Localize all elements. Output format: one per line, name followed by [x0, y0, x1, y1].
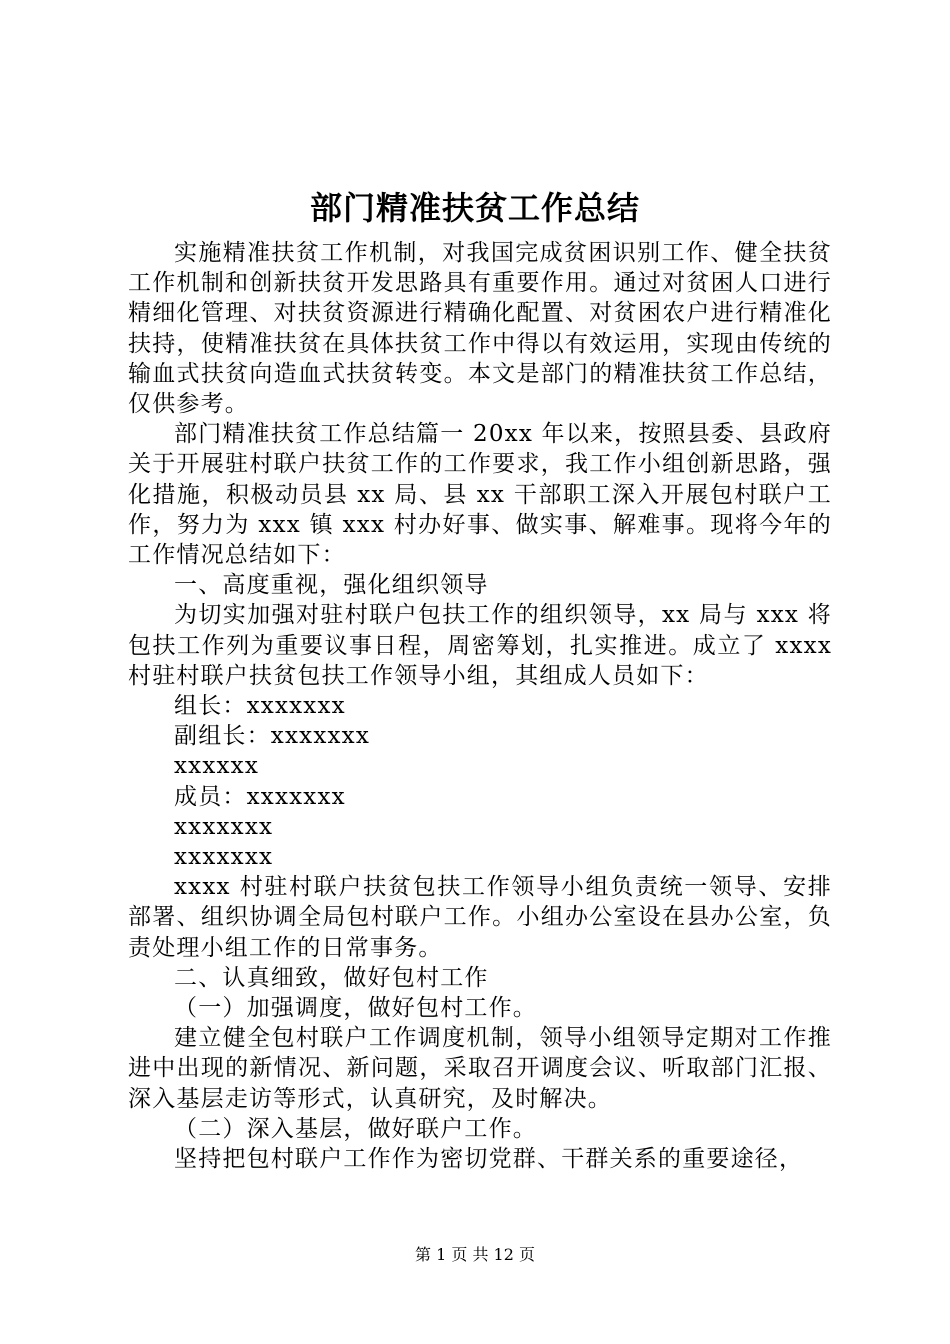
section-heading-one: 一、高度重视，强化组织领导 — [174, 572, 489, 599]
paragraph-leadership: 为切实加强对驻村联户包扶工作的组织领导，xx 局与 xxx 将包扶工作列为重要议事日程，周密筹划，扎实推进。成立了 xxxx 村驻村联户扶贫包扶工作领导小组，其组成人员如下： — [128, 602, 832, 689]
section-heading-two: 二、认真细致，做好包村工作 — [174, 964, 489, 991]
document-title: 部门精准扶贫工作总结 — [309, 189, 640, 227]
member-deputy-extra: xxxxxx — [174, 753, 260, 780]
subsection-heading-one: （一）加强调度，做好包村工作。 — [174, 995, 537, 1022]
paragraph-intro: 实施精准扶贫工作机制，对我国完成贫困识别工作、健全扶贫工作机制和创新扶贫开发思路具有重要作用。通过对贫困人口进行精细化管理、对扶贫资源进行精确化配置、对贫困农户进行精准化扶持，使精准扶贫在具体扶贫工作中得以有效运用，实现由传统的输血式扶贫向造血式扶贫转变。本文是部门的精准扶贫工作总结，仅供参考。 — [128, 240, 832, 418]
document-body — [128, 238, 832, 1174]
page-footer: 第 1 页 共 12 页 — [415, 1245, 535, 1264]
paragraph-group-duty: xxxx 村驻村联户扶贫包扶工作领导小组负责统一领导、安排部署、组织协调全局包村联户工作。小组办公室设在县办公室，负责处理小组工作的日常事务。 — [128, 874, 832, 961]
member-extra-1: xxxxxxx — [174, 813, 274, 840]
paragraph-part-one: 部门精准扶贫工作总结篇一 20xx 年以来，按照县委、县政府关于开展驻村联户扶贫工作的工作要求，我工作小组创新思路，强化措施，积极动员县 xx 局、县 xx 干部职工深入开展包村联户工作，努力为 xxx 镇 xxx 村办好事、做实事、解难事。现将今年的工作情况总结如下： — [128, 421, 832, 569]
paragraph-grassroots: 坚持把包村联户工作作为密切党群、干群关系的重要途径， — [174, 1146, 804, 1173]
member-members: 成员：xxxxxxx — [174, 783, 346, 810]
member-deputy-leader: 副组长：xxxxxxx — [174, 723, 370, 750]
member-leader: 组长：xxxxxxx — [174, 693, 346, 720]
member-extra-2: xxxxxxx — [174, 844, 274, 871]
paragraph-scheduling: 建立健全包村联户工作调度机制，领导小组领导定期对工作推进中出现的新情况、新问题，采取召开调度会议、听取部门汇报、深入基层走访等形式，认真研究，及时解决。 — [128, 1025, 832, 1112]
subsection-heading-two: （二）深入基层，做好联户工作。 — [174, 1115, 537, 1142]
